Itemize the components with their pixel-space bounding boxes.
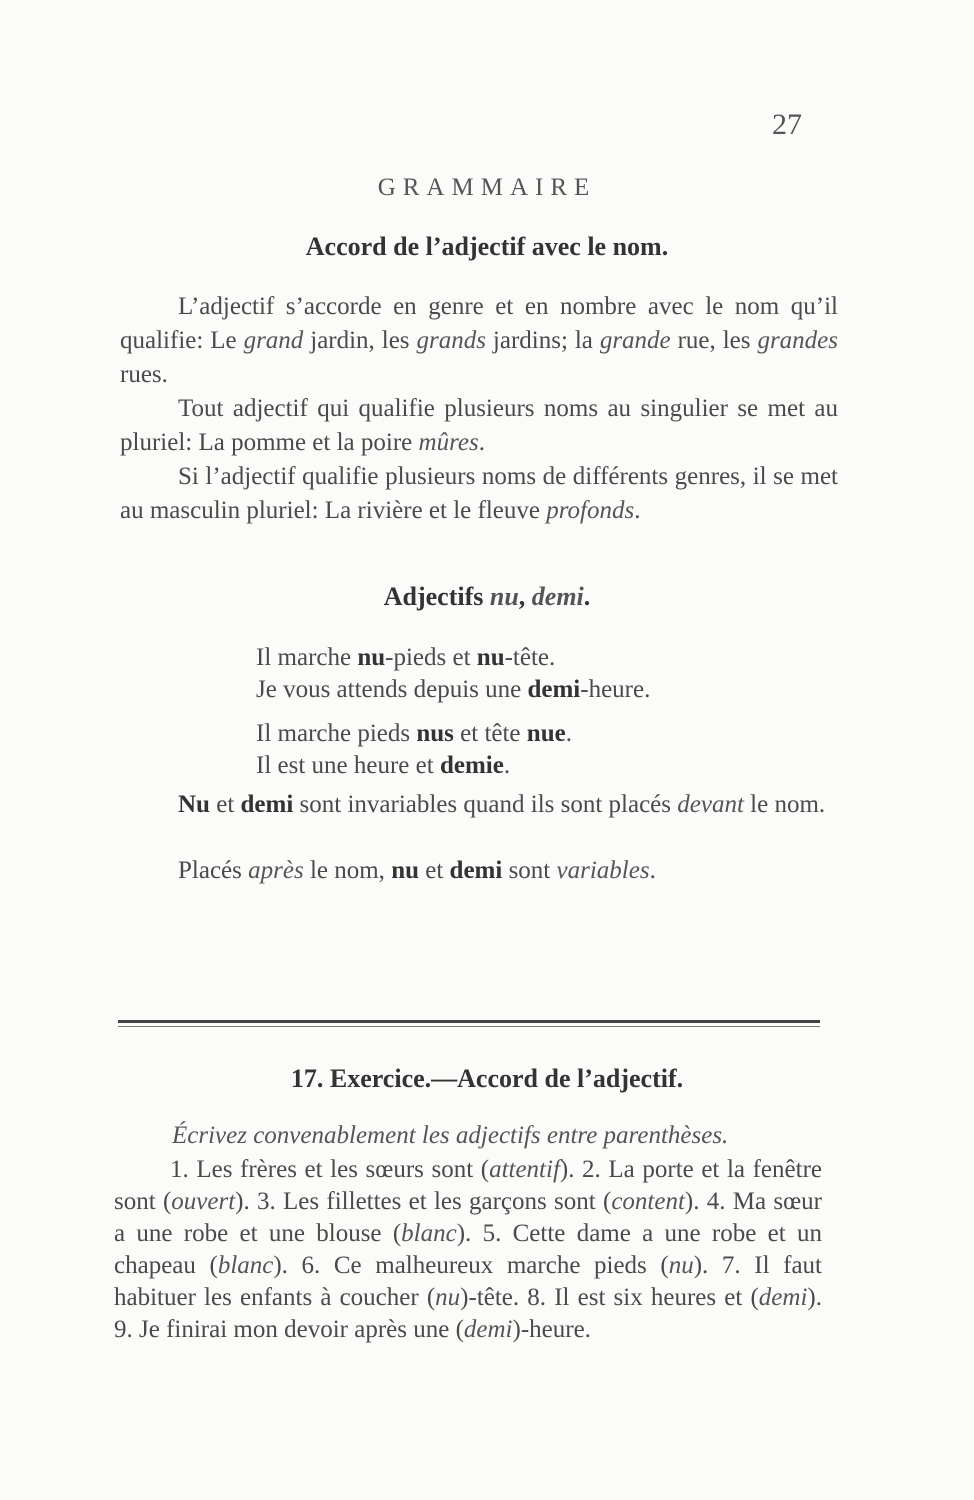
rule-paragraph-2: Tout adjectif qui qualifie plusieurs noms au singulier se met au pluriel: La pomme et la poire mûres. (120, 395, 838, 456)
section-heading-nu-demi: Adjectifs nu, demi. (383, 582, 591, 611)
example-line-2: Je vous attends depuis une demi-heure. (256, 676, 651, 703)
rule-paragraph-4: Nu et demi sont invariables quand ils sont placés devant le nom. (178, 791, 826, 818)
rule-paragraph-5: Placés après le nom, nu et demi sont variables. (178, 857, 656, 884)
exercise-heading: 17. Exercice.—Accord de l’adjectif. (290, 1064, 684, 1093)
page-title: GRAMMAIRE (377, 174, 597, 201)
exercise-text: 1. Les frères et les sœurs sont (attentif). 2. La porte et la fenêtre sont (ouvert). 3. Les fillettes et les garçons sont (content). 4. Ma sœur a une robe et une blouse (blanc). 5. Cette dame a une robe et un chapeau (blanc). 6. Ce malheureux marche pieds (nu). 7. Il faut habituer les enfants à coucher (nu)-tête. 8. Il est six heures et (demi). 9. Je finirai mon devoir après une (demi)-heure. (114, 1156, 822, 1343)
section-heading-accord: Accord de l’adjectif avec le nom. (305, 232, 669, 261)
example-line-1: Il marche nu-pieds et nu-tête. (256, 644, 556, 671)
example-line-3: Il marche pieds nus et tête nue. (256, 720, 572, 747)
section-divider (118, 1020, 820, 1023)
example-line-4: Il est une heure et demie. (256, 752, 511, 779)
section-divider-thin (118, 1026, 820, 1027)
page-number: 27 (772, 108, 802, 141)
rule-paragraph-1: L’adjectif s’accorde en genre et en nombre avec le nom qu’il qualifie: Le grand jardin, les grands jardins; la grande rue, les grandes rues. (120, 293, 838, 388)
exercise-instruction: Écrivez convenablement les adjectifs entre parenthèses. (172, 1122, 729, 1149)
rule-paragraph-3: Si l’adjectif qualifie plusieurs noms de différents genres, il se met au masculin pluriel: La rivière et le fleuve profonds. (120, 463, 838, 524)
